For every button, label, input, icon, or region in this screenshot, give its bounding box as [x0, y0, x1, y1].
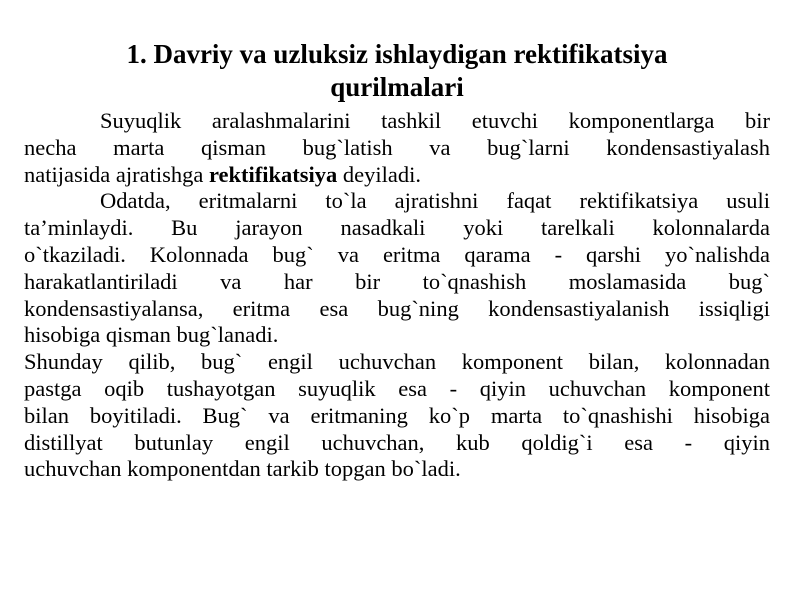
paragraph-line: Odatda, eritmalarni to`la ajratishni faqat rektifikatsiya usuli [100, 188, 770, 214]
section-heading [24, 38, 770, 104]
paragraph-line: Suyuqlik aralashmalarini tashkil etuvchi komponentlarga bir [100, 108, 770, 133]
paragraph-line: ta’minlaydi. Bu jarayon nasadkali yoki tarelkali kolonnalarda [24, 215, 770, 241]
paragraph-3 [24, 349, 770, 483]
paragraph-line: distillyat butunlay engil uchuvchan, kub qoldig`i esa - qiyin [24, 429, 770, 455]
paragraph-line: Shunday qilib, bug` engil uchuvchan komponent bilan, kolonnadan [24, 349, 770, 375]
bold-term: rektifikatsiya [208, 161, 338, 187]
text-run: deyiladi. [337, 161, 422, 187]
paragraph-line: necha marta qisman bug`latish va bug`larni kondensastiyalash [24, 134, 770, 160]
text-run: natijasida ajratishga [24, 161, 209, 187]
paragraph-line: pastga oqib tushayotgan suyuqlik esa - qiyin uchuvchan komponent [24, 375, 770, 401]
document-page [24, 38, 770, 483]
paragraph-line: o`tkaziladi. Kolonnada bug` va eritma qarama - qarshi yo`nalishda [24, 241, 770, 267]
paragraph-line [24, 162, 770, 189]
paragraph-1 [24, 108, 770, 188]
body-text [24, 108, 770, 483]
paragraph-line: bilan boyitiladi. Bug` va eritmaning ko`p marta to`qnashishi hisobiga [24, 402, 770, 428]
paragraph-line: hisobiga qisman bug`lanadi. [24, 322, 279, 348]
heading-line-2: qurilmalari [330, 72, 464, 102]
paragraph-2 [24, 188, 770, 349]
paragraph-line: harakatlantiriladi va har bir to`qnashish moslamasida bug` [24, 268, 770, 294]
paragraph-line: kondensastiyalansa, eritma esa bug`ning kondensastiyalanish issiqligi [24, 295, 770, 321]
heading-line-1: 1. Davriy va uzluksiz ishlaydigan rektifikatsiya [126, 39, 668, 69]
paragraph-line: uchuvchan komponentdan tarkib topgan bo`ladi. [24, 456, 461, 482]
